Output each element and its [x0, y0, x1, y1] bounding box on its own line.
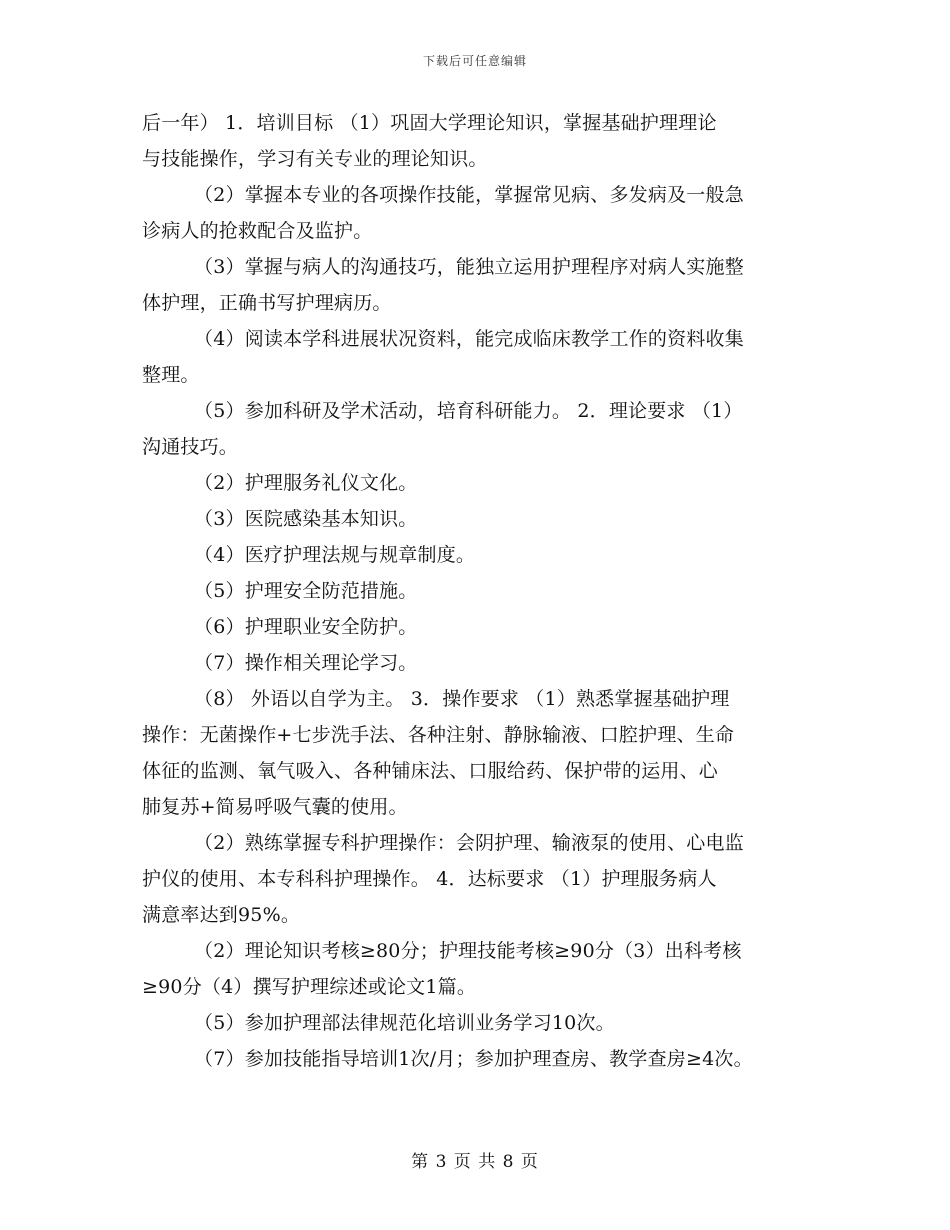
text-line: （6）护理职业安全防护。: [194, 616, 418, 638]
text-line: （4）医疗护理法规与规章制度。: [194, 544, 476, 566]
text-line: （8） 外语以自学为主。 3．操作要求 （1）熟悉掌握基础护理: [194, 688, 730, 710]
page-header: 下载后可任意编辑: [422, 54, 527, 68]
text-line: 护仪的使用、本专科科护理操作。 4．达标要求 （1）护理服务病人: [142, 868, 717, 890]
text-line: 诊病人的抢救配合及监护。: [142, 220, 373, 242]
text-line: （5）参加科研及学术活动，培育科研能力。 2．理论要求 （1）: [194, 400, 743, 422]
text-line: （2）掌握本专业的各项操作技能，掌握常见病、多发病及一般急: [194, 184, 744, 206]
text-line: （2）理论知识考核≥80分；护理技能考核≥90分（3）出科考核: [194, 940, 742, 962]
text-line: （5）参加护理部法律规范化培训业务学习10次。: [194, 1012, 615, 1034]
text-line: （5）护理安全防范措施。: [194, 580, 418, 602]
text-line: 操作：无菌操作+七步洗手法、各种注射、静脉输液、口腔护理、生命: [142, 724, 735, 746]
document-body: [142, 105, 822, 1077]
text-line: 与技能操作，学习有关专业的理论知识。: [142, 148, 488, 170]
text-line: （2）护理服务礼仪文化。: [194, 472, 418, 494]
text-line: （3）医院感染基本知识。: [194, 508, 418, 530]
text-line: （7）参加技能指导培训1次/月；参加护理查房、教学查房≥4次。: [194, 1048, 753, 1070]
text-line: 整理。: [142, 364, 200, 386]
text-line: （7）操作相关理论学习。: [194, 652, 418, 674]
page-footer: 第 3 页 共 8 页: [411, 1152, 539, 1172]
text-line: 满意率达到95%。: [142, 904, 301, 926]
text-line: 体护理，正确书写护理病历。: [142, 292, 392, 314]
text-line: ≥90分（4）撰写护理综述或论文1篇。: [142, 976, 477, 998]
text-line: 肺复苏+简易呼吸气囊的使用。: [142, 796, 408, 818]
text-line: （4）阅读本学科进展状况资料，能完成临床教学工作的资料收集: [194, 328, 744, 350]
text-line: （2）熟练掌握专科护理操作：会阴护理、输液泵的使用、心电监: [194, 832, 744, 854]
text-line: 沟通技巧。: [142, 436, 239, 458]
text-line: （3）掌握与病人的沟通技巧，能独立运用护理程序对病人实施整: [194, 256, 744, 278]
text-line: 体征的监测、氧气吸入、各种铺床法、口服给药、保护带的运用、心: [142, 760, 719, 782]
text-line: 后一年） 1．培训目标 （1）巩固大学理论知识，掌握基础护理理论: [142, 112, 717, 134]
